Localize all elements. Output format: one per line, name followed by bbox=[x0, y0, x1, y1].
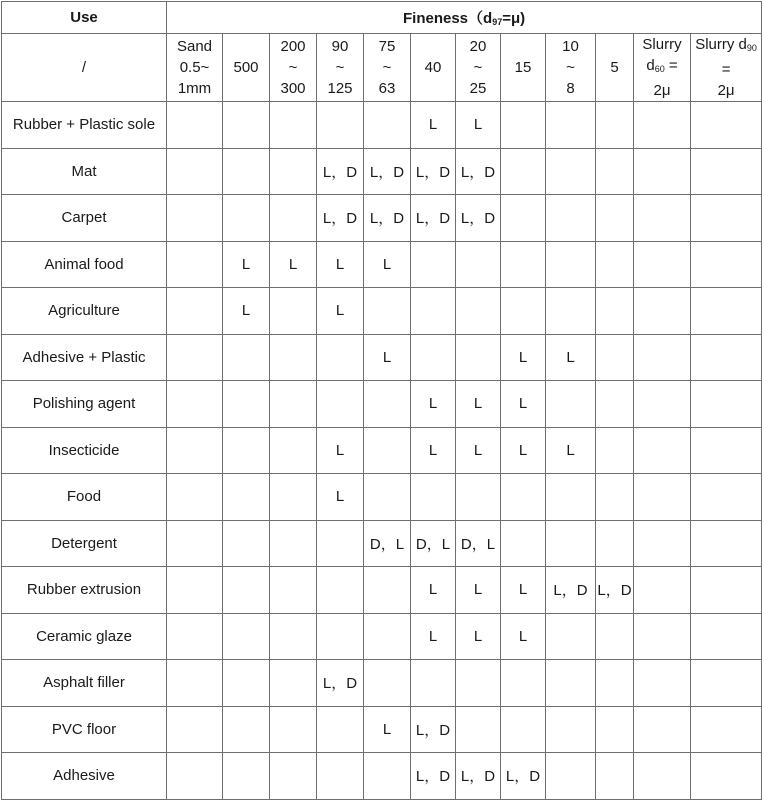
fineness-cell bbox=[223, 567, 270, 614]
fineness-cell: L bbox=[501, 381, 546, 428]
fineness-cell: L bbox=[501, 427, 546, 474]
fineness-use-table bbox=[1, 1, 762, 800]
fineness-cell bbox=[223, 613, 270, 660]
use-label: Insecticide bbox=[2, 427, 167, 474]
fineness-cell: L，D bbox=[317, 148, 364, 195]
fineness-cell bbox=[596, 474, 634, 521]
fineness-cell bbox=[546, 195, 596, 242]
fineness-cell bbox=[364, 567, 411, 614]
fineness-cell: L bbox=[317, 288, 364, 335]
fineness-cell bbox=[167, 613, 223, 660]
fineness-cell bbox=[456, 288, 501, 335]
fineness-cell bbox=[596, 102, 634, 149]
fineness-cell bbox=[501, 288, 546, 335]
fineness-cell bbox=[167, 520, 223, 567]
use-label: Adhesive + Plastic bbox=[2, 334, 167, 381]
fineness-cell: L，D bbox=[546, 567, 596, 614]
fineness-cell bbox=[691, 660, 762, 707]
fineness-cell bbox=[691, 706, 762, 753]
fineness-cell bbox=[317, 567, 364, 614]
table-row bbox=[2, 613, 762, 660]
fineness-cell: L bbox=[317, 474, 364, 521]
fineness-cell: D，L bbox=[411, 520, 456, 567]
fineness-cell: L，D bbox=[317, 195, 364, 242]
fineness-cell: L bbox=[411, 567, 456, 614]
fineness-cell bbox=[364, 427, 411, 474]
fineness-cell: L bbox=[223, 241, 270, 288]
fineness-column-header: 200 ~ 300 bbox=[270, 34, 317, 102]
use-label: Adhesive bbox=[2, 753, 167, 800]
fineness-cell bbox=[501, 241, 546, 288]
table-row bbox=[2, 567, 762, 614]
fineness-cell: L bbox=[546, 334, 596, 381]
fineness-cell bbox=[596, 288, 634, 335]
table-row bbox=[2, 288, 762, 335]
fineness-cell bbox=[270, 102, 317, 149]
use-slash-cell: / bbox=[2, 34, 167, 102]
fineness-cell: L bbox=[456, 567, 501, 614]
fineness-cell bbox=[167, 427, 223, 474]
use-label: Agriculture bbox=[2, 288, 167, 335]
fineness-cell bbox=[317, 613, 364, 660]
use-label: Rubber + Plastic sole bbox=[2, 102, 167, 149]
fineness-cell: L bbox=[364, 334, 411, 381]
fineness-cell: L bbox=[501, 613, 546, 660]
fineness-column-header: 75 ~ 63 bbox=[364, 34, 411, 102]
fineness-cell bbox=[691, 381, 762, 428]
fineness-cell bbox=[456, 241, 501, 288]
fineness-cell bbox=[634, 474, 691, 521]
fineness-cell bbox=[167, 567, 223, 614]
fineness-column-header: Slurry $d_{90}$ = 2μ bbox=[691, 34, 762, 102]
fineness-cell: L bbox=[501, 334, 546, 381]
fineness-cell: L bbox=[456, 613, 501, 660]
fineness-cell bbox=[317, 334, 364, 381]
fineness-cell bbox=[456, 474, 501, 521]
table-row bbox=[2, 520, 762, 567]
fineness-cell: L bbox=[411, 427, 456, 474]
use-label: Mat bbox=[2, 148, 167, 195]
fineness-cell bbox=[317, 520, 364, 567]
fineness-cell: L bbox=[456, 381, 501, 428]
fineness-cell bbox=[270, 753, 317, 800]
table-row bbox=[2, 427, 762, 474]
fineness-cell bbox=[364, 381, 411, 428]
fineness-cell bbox=[691, 241, 762, 288]
fineness-cell bbox=[691, 474, 762, 521]
fineness-cell bbox=[634, 102, 691, 149]
fineness-cell bbox=[596, 334, 634, 381]
header-row-fineness bbox=[2, 34, 762, 102]
fineness-column-header: 5 bbox=[596, 34, 634, 102]
fineness-cell: L，D bbox=[317, 660, 364, 707]
fineness-cell bbox=[167, 241, 223, 288]
fineness-cell bbox=[167, 148, 223, 195]
fineness-cell bbox=[691, 334, 762, 381]
fineness-cell bbox=[546, 102, 596, 149]
fineness-cell: L，D bbox=[456, 753, 501, 800]
fineness-cell bbox=[634, 706, 691, 753]
fineness-cell bbox=[411, 241, 456, 288]
fineness-column-header: 20 ~ 25 bbox=[456, 34, 501, 102]
fineness-cell bbox=[223, 148, 270, 195]
fineness-cell bbox=[546, 241, 596, 288]
fineness-cell bbox=[501, 474, 546, 521]
fineness-cell bbox=[223, 753, 270, 800]
fineness-cell bbox=[634, 195, 691, 242]
fineness-cell bbox=[546, 520, 596, 567]
fineness-cell bbox=[546, 474, 596, 521]
fineness-cell bbox=[596, 520, 634, 567]
fineness-cell: L，D bbox=[456, 148, 501, 195]
fineness-cell bbox=[364, 613, 411, 660]
fineness-cell: L bbox=[546, 427, 596, 474]
fineness-cell: L，D bbox=[411, 753, 456, 800]
fineness-cell bbox=[223, 706, 270, 753]
fineness-cell bbox=[364, 474, 411, 521]
use-label: Detergent bbox=[2, 520, 167, 567]
fineness-cell bbox=[364, 102, 411, 149]
fineness-cell: L，D bbox=[596, 567, 634, 614]
fineness-cell bbox=[501, 706, 546, 753]
fineness-cell bbox=[596, 660, 634, 707]
fineness-cell bbox=[167, 660, 223, 707]
fineness-cell: L bbox=[501, 567, 546, 614]
fineness-column-header: 10 ~ 8 bbox=[546, 34, 596, 102]
fineness-cell: L bbox=[411, 381, 456, 428]
fineness-cell bbox=[501, 102, 546, 149]
fineness-cell bbox=[167, 102, 223, 149]
fineness-cell bbox=[691, 195, 762, 242]
table-row bbox=[2, 148, 762, 195]
fineness-cell bbox=[634, 427, 691, 474]
fineness-cell: L bbox=[411, 613, 456, 660]
fineness-cell bbox=[270, 288, 317, 335]
fineness-cell bbox=[546, 753, 596, 800]
fineness-cell bbox=[634, 660, 691, 707]
fineness-cell bbox=[223, 381, 270, 428]
fineness-cell bbox=[411, 474, 456, 521]
fineness-cell bbox=[167, 288, 223, 335]
fineness-cell bbox=[411, 334, 456, 381]
fineness-cell: L，D bbox=[501, 753, 546, 800]
fineness-cell bbox=[317, 381, 364, 428]
fineness-cell bbox=[223, 660, 270, 707]
fineness-cell bbox=[596, 427, 634, 474]
fineness-cell bbox=[270, 474, 317, 521]
fineness-cell bbox=[270, 334, 317, 381]
fineness-cell bbox=[223, 334, 270, 381]
fineness-cell bbox=[456, 706, 501, 753]
use-label: Animal food bbox=[2, 241, 167, 288]
fineness-cell bbox=[223, 474, 270, 521]
use-label: Carpet bbox=[2, 195, 167, 242]
fineness-cell bbox=[691, 427, 762, 474]
fineness-cell bbox=[634, 148, 691, 195]
fineness-cell bbox=[317, 706, 364, 753]
fineness-cell bbox=[634, 241, 691, 288]
fineness-column-header: Sand 0.5~ 1mm bbox=[167, 34, 223, 102]
fineness-cell bbox=[317, 753, 364, 800]
table-row bbox=[2, 706, 762, 753]
fineness-cell bbox=[456, 660, 501, 707]
fineness-cell bbox=[270, 613, 317, 660]
fineness-cell: D，L bbox=[456, 520, 501, 567]
fineness-cell bbox=[270, 427, 317, 474]
fineness-cell bbox=[634, 613, 691, 660]
table-body bbox=[2, 102, 762, 800]
fineness-cell: L，D bbox=[364, 195, 411, 242]
fineness-cell bbox=[364, 753, 411, 800]
fineness-cell bbox=[223, 195, 270, 242]
fineness-cell bbox=[270, 567, 317, 614]
fineness-cell bbox=[596, 195, 634, 242]
fineness-cell bbox=[223, 102, 270, 149]
fineness-cell: L，D bbox=[364, 148, 411, 195]
table-row bbox=[2, 241, 762, 288]
fineness-cell bbox=[270, 381, 317, 428]
fineness-cell bbox=[223, 427, 270, 474]
fineness-cell bbox=[270, 660, 317, 707]
fineness-cell bbox=[546, 706, 596, 753]
fineness-column-header: 15 bbox=[501, 34, 546, 102]
fineness-cell bbox=[546, 660, 596, 707]
fineness-cell: L，D bbox=[456, 195, 501, 242]
fineness-cell bbox=[634, 288, 691, 335]
fineness-cell bbox=[501, 520, 546, 567]
table-row bbox=[2, 102, 762, 149]
fineness-cell bbox=[364, 288, 411, 335]
fineness-cell bbox=[546, 148, 596, 195]
table-row bbox=[2, 195, 762, 242]
fineness-cell bbox=[634, 381, 691, 428]
fineness-cell bbox=[596, 381, 634, 428]
fineness-cell bbox=[546, 613, 596, 660]
fineness-cell bbox=[691, 520, 762, 567]
use-column-header: Use bbox=[2, 2, 167, 34]
fineness-cell bbox=[364, 660, 411, 707]
fineness-cell: L bbox=[456, 427, 501, 474]
fineness-cell bbox=[596, 241, 634, 288]
fineness-cell bbox=[546, 381, 596, 428]
fineness-cell: L bbox=[317, 241, 364, 288]
fineness-cell bbox=[634, 753, 691, 800]
fineness-cell bbox=[167, 706, 223, 753]
table-row bbox=[2, 334, 762, 381]
fineness-cell bbox=[501, 660, 546, 707]
fineness-cell bbox=[691, 288, 762, 335]
use-label: PVC floor bbox=[2, 706, 167, 753]
fineness-cell bbox=[691, 613, 762, 660]
table-row bbox=[2, 660, 762, 707]
fineness-cell bbox=[596, 613, 634, 660]
use-label: Polishing agent bbox=[2, 381, 167, 428]
table-row bbox=[2, 753, 762, 800]
use-label: Ceramic glaze bbox=[2, 613, 167, 660]
fineness-cell: L bbox=[223, 288, 270, 335]
use-label: Rubber extrusion bbox=[2, 567, 167, 614]
fineness-cell: L bbox=[364, 706, 411, 753]
table-row bbox=[2, 381, 762, 428]
fineness-cell bbox=[691, 102, 762, 149]
fineness-cell: L，D bbox=[411, 148, 456, 195]
fineness-cell bbox=[411, 660, 456, 707]
fineness-cell bbox=[270, 195, 317, 242]
fineness-cell bbox=[634, 520, 691, 567]
fineness-cell: L bbox=[411, 102, 456, 149]
use-label: Food bbox=[2, 474, 167, 521]
fineness-cell bbox=[167, 381, 223, 428]
fineness-cell: L，D bbox=[411, 706, 456, 753]
fineness-cell bbox=[270, 520, 317, 567]
fineness-cell bbox=[411, 288, 456, 335]
fineness-cell bbox=[634, 334, 691, 381]
fineness-cell: L bbox=[364, 241, 411, 288]
fineness-cell bbox=[691, 753, 762, 800]
fineness-cell bbox=[167, 334, 223, 381]
fineness-cell: L bbox=[456, 102, 501, 149]
fineness-cell bbox=[596, 753, 634, 800]
fineness-cell: D，L bbox=[364, 520, 411, 567]
fineness-cell bbox=[223, 520, 270, 567]
fineness-cell bbox=[691, 148, 762, 195]
fineness-cell bbox=[546, 288, 596, 335]
table-row bbox=[2, 474, 762, 521]
fineness-cell bbox=[691, 567, 762, 614]
fineness-cell bbox=[596, 148, 634, 195]
fineness-column-header: 90 ~ 125 bbox=[317, 34, 364, 102]
fineness-cell: L，D bbox=[411, 195, 456, 242]
header-row-top bbox=[2, 2, 762, 34]
fineness-cell: L bbox=[317, 427, 364, 474]
fineness-cell: L bbox=[270, 241, 317, 288]
fineness-cell bbox=[501, 148, 546, 195]
use-label: Asphalt filler bbox=[2, 660, 167, 707]
fineness-cell bbox=[167, 195, 223, 242]
fineness-cell bbox=[270, 148, 317, 195]
fineness-column-header: 40 bbox=[411, 34, 456, 102]
fineness-cell bbox=[501, 195, 546, 242]
fineness-cell bbox=[167, 753, 223, 800]
fineness-cell bbox=[634, 567, 691, 614]
fineness-group-header: $Fineness(d_{97}=\mu)$ bbox=[167, 2, 762, 34]
fineness-cell bbox=[596, 706, 634, 753]
fineness-column-header: 500 bbox=[223, 34, 270, 102]
fineness-cell bbox=[167, 474, 223, 521]
fineness-cell bbox=[270, 706, 317, 753]
fineness-cell bbox=[317, 102, 364, 149]
fineness-cell bbox=[456, 334, 501, 381]
fineness-column-header: Slurry $d_{60}$ = 2μ bbox=[634, 34, 691, 102]
